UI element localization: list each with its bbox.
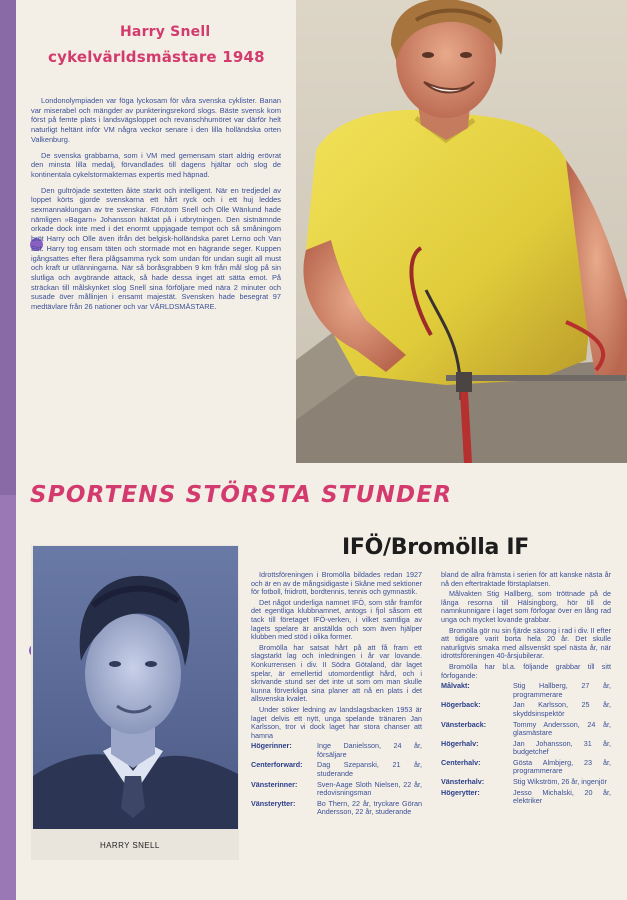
portrait-caption: HARRY SNELL [100,841,160,850]
page-edge-top [0,0,16,495]
story-paragraph: Londonolympiaden var föga lyckosam för våra svenska cyklister. Banan var miserabel och mängder av punkteringsrekord slogs. Bäste svensk kom först på femte plats i landsvägsloppet och revanschhumöret var därför helt naturligt heltänt inför VM några veckor senare i den lilla holländska orten Valkenburg. [31,96,281,144]
roster-player: Jan Karlsson, 25 år, skyddsinspektör [513,700,611,718]
roster-row [441,682,611,701]
club-paragraph: Bromölla gör nu sin fjärde säsong i rad i div. II efter att tidigare varit borta hela 20 år. Det skulle naturligtvis smaka med allsvenskt spel nästa år, när idrottsföreningen 40-årsjubilerar. [441,625,611,661]
roster-position: Målvakt: [441,681,470,691]
club-column-right [441,571,611,808]
roster-row [251,781,422,800]
roster-player: Stig Wikström, 26 år, ingenjör [513,777,607,787]
roster-position: Högerback: [441,700,481,710]
roster-player: Stig Hallberg, 27 år, programmerare [513,681,611,699]
roster-table-right [441,682,611,808]
story-text [31,96,281,318]
cyclist-photo [296,0,627,463]
section-banner: SPORTENS STÖRSTA STUNDER [30,482,453,508]
roster-position: Vänsterback: [441,719,487,729]
roster-row [441,789,611,808]
roster-player: Bo Thern, 22 år, tryckare Göran Andersson, 22 år, studerande [317,798,422,817]
roster-position: Centerhalv: [441,757,481,767]
roster-player: Gösta Almbjerg, 23 år, programmerare [513,757,611,776]
roster-table-left [251,742,422,819]
story-paragraph: De svenska grabbarna, som i VM med gemensam start aldrig erövrat den minsta lilla medalj, förvandlades till dagens hjältar och slog de kontinentala cykelstormakternas expertis med häpnad. [31,150,281,179]
roster-player: Jesso Michalski, 20 år, elektriker [513,787,611,806]
club-paragraph: Målvakten Stig Hallberg, som tröttnade på de långa resorna till Hälsingborg, hör till de namnkunnigare i laget som förfogar över en lång rad unga och mycket lovande grabbar. [441,589,611,624]
article-title-heading: cykelvärldsmästare 1948 [48,48,265,66]
roster-position: Vänsterinner: [251,779,298,789]
roster-player: Sven-Aage Sloth Nielsen, 22 år, redovisningsman [317,779,422,798]
roster-row [251,761,422,780]
roster-position: Vänsterytter: [251,798,296,808]
club-column-left [251,571,422,819]
roster-position: Högerinner: [251,741,292,751]
roster-row [441,740,611,759]
roster-player: Tommy Andersson, 24 år, glasmästare [513,719,611,738]
club-paragraph: Det något underliga namnet IFÖ, som står framför det egentliga klubbnamnet, antogs i fjol såsom ett tack till företaget IFÖ-verken, i vilket samtliga av lagets spelare är anställda och som även hjälper klubben med stöd i olika former. [251,597,422,642]
club-paragraph: Bromölla har bl.a. följande grabbar till sitt förfogande: [441,661,611,680]
club-paragraph: Idrottsföreningen i Bromölla bildades redan 1927 och är en av de mångsidigaste i Skåne med sektioner för fotboll, friidrott, bordtennis, tennis och gymnastik. [251,570,423,597]
page-edge-bottom [0,495,16,900]
club-paragraph: Under söker ledning av landslagsbacken 1953 är laget delvis ett nytt, unga spelande tränaren Jan Karlsson, tror vi dock laget har stora chanser att hamna [251,704,422,740]
roster-position: Högerhalv: [441,738,479,748]
roster-position: Centerforward: [251,760,303,770]
club-heading: IFÖ/Bromölla IF [342,535,530,560]
roster-player: Dag Szepanski, 21 år, studerande [317,760,422,779]
roster-player: Jan Johansson, 31 år, budgetchef [513,738,611,757]
roster-row [251,800,422,819]
club-paragraph: Bromölla har satsat hårt på att få fram ett slagstarkt lag och inledningen i år var lovande. Konkurrensen i div. II Södra Götaland, där laget spelar, är emellertid utomordentligt hård, och i skrivande stund ser det inte ut som om man skulle kunna förverkliga sina planer att nå en plats i det allsvenska kvalet. [251,642,422,704]
story-paragraph: Den gultröjade sextetten åkte starkt och intelligent. När en tredjedel av loppet körts gjorde svenskarna ett hårt ryck och i ett huj leddes sexmannaklungan av tre svenskar. Förutom Snell och Olle Wänlund hade nämligen »Bagarn» Johansson häktat på i utbrytningen. Den sistnämnde orkade dock inte med i det enormt uppjagade tempot och så småningom bröt Harry och Olle även ifrån det belgisk-holländska paret Lerno och Van Est. Harry tog ensam täten och stormade mot en hägrande seger. Kuppen igångsattes efter flera plågsamma ryck som undan för undan sugit all must och kraft ur utlänningarna. När så boråsgrabben 9 km från mål slog på sin slutliga och avgörande attack, så hade dessa inget att sätta emot. På sträckan till målskynket slog Snell sina förföljare med nära 2 minuter och susade över mållinjen i ensamt majestät. Svensken hade besegrat 97 medtävlare från 26 nationer och var VÄRLDSMÄSTARE. [31,185,281,312]
roster-position: Högerytter: [441,787,480,797]
roster-row [441,701,611,720]
roster-row [251,742,422,761]
roster-row [441,721,611,740]
portrait-photo [33,546,238,829]
roster-row [441,759,611,778]
club-paragraph: bland de allra främsta i serien för att kanske nästa år nå den eftertraktade förstaplatsen. [441,570,611,588]
article-name-heading: Harry Snell [120,24,211,40]
roster-player: Inge Danielsson, 24 år, försäljare [317,741,422,759]
roster-position: Vänsterhalv: [441,777,485,787]
